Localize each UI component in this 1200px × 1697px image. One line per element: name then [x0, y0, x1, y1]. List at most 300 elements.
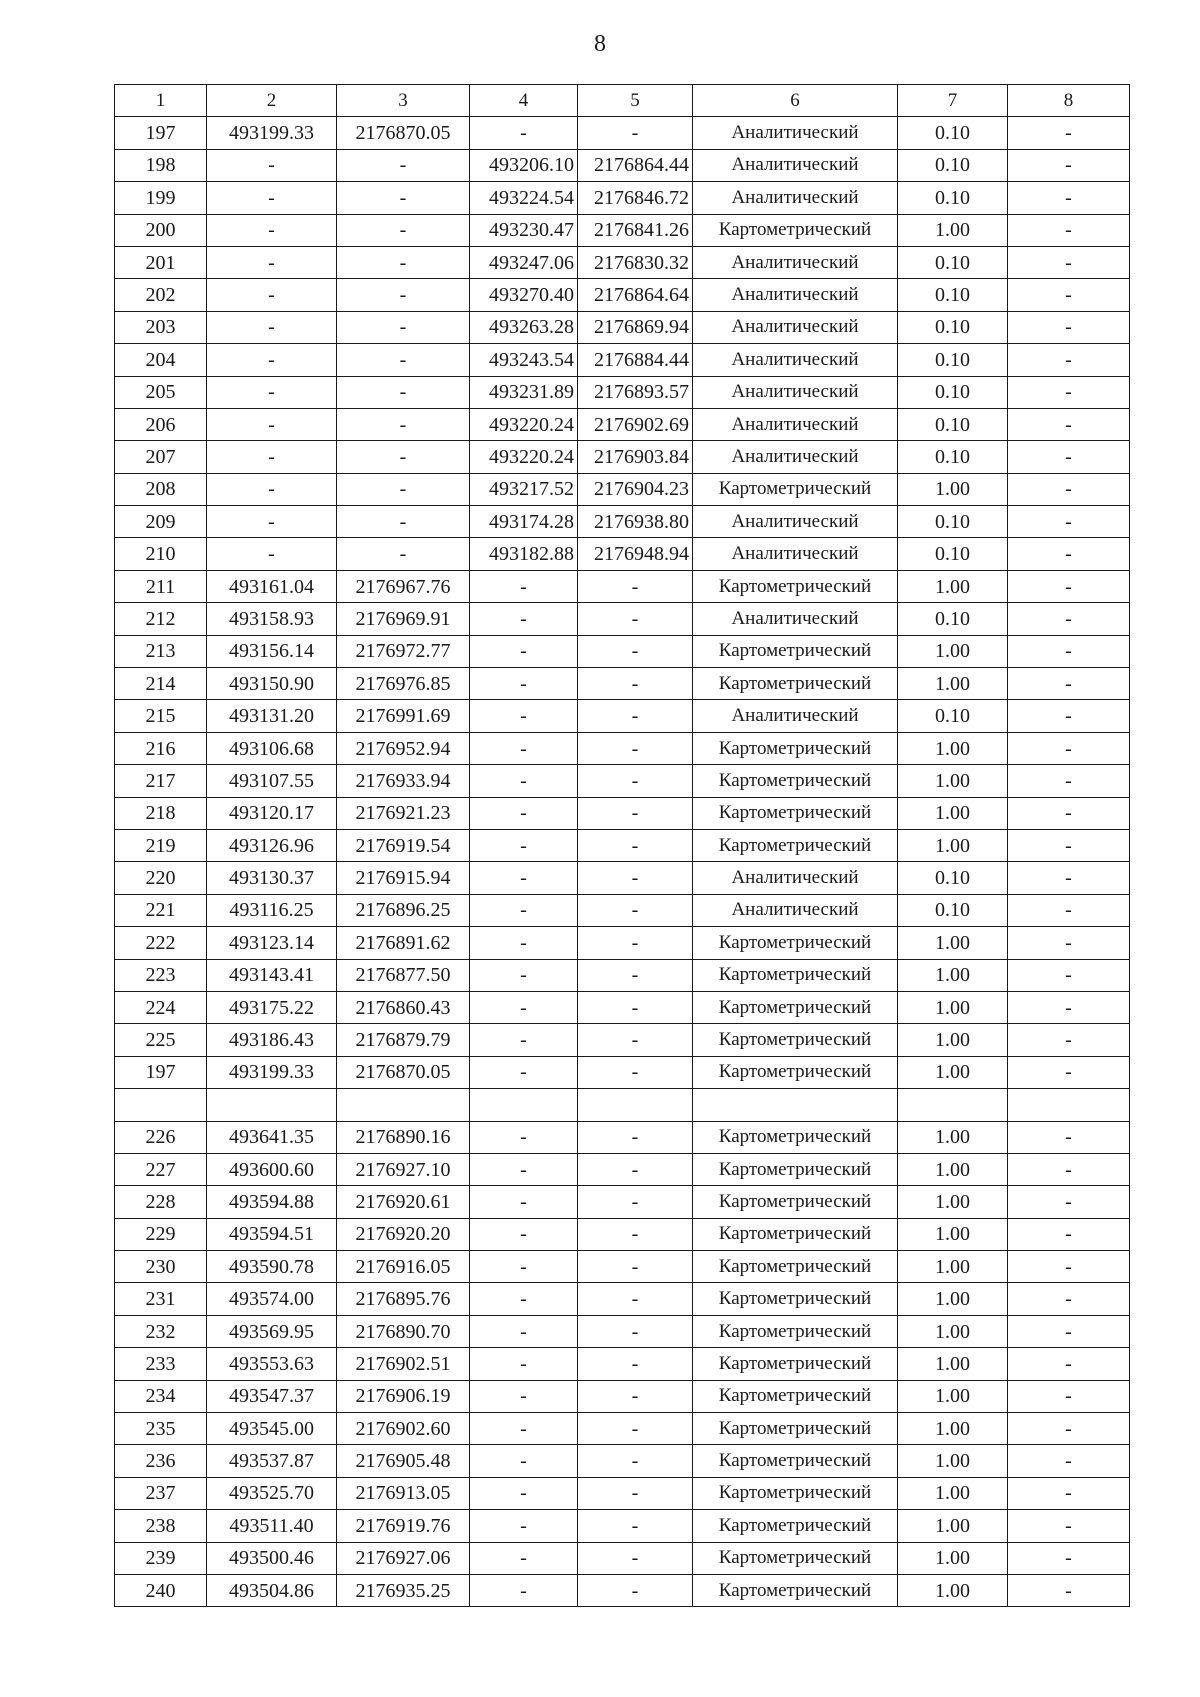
- accuracy-cell: 0.10: [898, 862, 1008, 894]
- note-cell: -: [1008, 1153, 1130, 1185]
- accuracy-cell: 1.00: [898, 732, 1008, 764]
- accuracy-cell: 1.00: [898, 1574, 1008, 1606]
- y-coord-cell: 2176860.43: [337, 991, 470, 1023]
- x-coord-cell: 493641.35: [207, 1121, 337, 1153]
- note-cell: -: [1008, 1218, 1130, 1250]
- method-cell: Аналитический: [693, 408, 898, 440]
- x-coord-alt-cell: -: [470, 894, 578, 926]
- x-coord-cell: 493143.41: [207, 959, 337, 991]
- note-cell: -: [1008, 214, 1130, 246]
- y-coord-cell: [337, 1089, 470, 1121]
- y-coord-cell: 2176919.54: [337, 829, 470, 861]
- x-coord-alt-cell: -: [470, 959, 578, 991]
- method-cell: Картометрический: [693, 1413, 898, 1445]
- y-coord-cell: -: [337, 311, 470, 343]
- note-cell: -: [1008, 1283, 1130, 1315]
- x-coord-cell: 493569.95: [207, 1315, 337, 1347]
- x-coord-alt-cell: -: [470, 1024, 578, 1056]
- x-coord-alt-cell: -: [470, 1380, 578, 1412]
- note-cell: [1008, 1089, 1130, 1121]
- note-cell: -: [1008, 1477, 1130, 1509]
- y-coord-cell: 2176967.76: [337, 570, 470, 602]
- table-row: [115, 1348, 1130, 1380]
- point-number-cell: 205: [115, 376, 207, 408]
- method-cell: Картометрический: [693, 959, 898, 991]
- note-cell: -: [1008, 959, 1130, 991]
- x-coord-alt-cell: -: [470, 700, 578, 732]
- x-coord-alt-cell: 493206.10: [470, 149, 578, 181]
- accuracy-cell: 1.00: [898, 635, 1008, 667]
- table-row: [115, 1056, 1130, 1088]
- y-coord-alt-cell: 2176938.80: [578, 506, 693, 538]
- method-cell: Картометрический: [693, 991, 898, 1023]
- x-coord-cell: 493123.14: [207, 927, 337, 959]
- y-coord-cell: 2176905.48: [337, 1445, 470, 1477]
- method-cell: Картометрический: [693, 1542, 898, 1574]
- y-coord-cell: 2176921.23: [337, 797, 470, 829]
- y-coord-alt-cell: -: [578, 117, 693, 149]
- method-cell: Аналитический: [693, 117, 898, 149]
- method-cell: Аналитический: [693, 246, 898, 278]
- x-coord-alt-cell: -: [470, 991, 578, 1023]
- note-cell: -: [1008, 1024, 1130, 1056]
- table-row: [115, 311, 1130, 343]
- point-number-cell: 210: [115, 538, 207, 570]
- x-coord-alt-cell: -: [470, 1153, 578, 1185]
- x-coord-alt-cell: -: [470, 1121, 578, 1153]
- x-coord-cell: -: [207, 473, 337, 505]
- point-number-cell: 197: [115, 117, 207, 149]
- table-row: [115, 1186, 1130, 1218]
- accuracy-cell: 1.00: [898, 765, 1008, 797]
- x-coord-alt-cell: -: [470, 1056, 578, 1088]
- accuracy-cell: 0.10: [898, 506, 1008, 538]
- note-cell: -: [1008, 668, 1130, 700]
- table-row: [115, 1283, 1130, 1315]
- x-coord-cell: 493156.14: [207, 635, 337, 667]
- y-coord-alt-cell: 2176864.44: [578, 149, 693, 181]
- x-coord-cell: 493545.00: [207, 1413, 337, 1445]
- accuracy-cell: 1.00: [898, 1348, 1008, 1380]
- point-number-cell: 207: [115, 441, 207, 473]
- note-cell: -: [1008, 603, 1130, 635]
- point-number-cell: 200: [115, 214, 207, 246]
- y-coord-alt-cell: 2176948.94: [578, 538, 693, 570]
- x-coord-cell: 493537.87: [207, 1445, 337, 1477]
- method-cell: Аналитический: [693, 279, 898, 311]
- accuracy-cell: 1.00: [898, 1477, 1008, 1509]
- x-coord-alt-cell: 493263.28: [470, 311, 578, 343]
- x-coord-cell: -: [207, 182, 337, 214]
- y-coord-cell: -: [337, 214, 470, 246]
- y-coord-alt-cell: -: [578, 1056, 693, 1088]
- table-row: [115, 927, 1130, 959]
- y-coord-alt-cell: -: [578, 1218, 693, 1250]
- y-coord-cell: 2176991.69: [337, 700, 470, 732]
- x-coord-alt-cell: -: [470, 732, 578, 764]
- accuracy-cell: [898, 1089, 1008, 1121]
- y-coord-cell: 2176919.76: [337, 1510, 470, 1542]
- x-coord-alt-cell: -: [470, 1315, 578, 1347]
- x-coord-cell: 493500.46: [207, 1542, 337, 1574]
- x-coord-alt-cell: -: [470, 1542, 578, 1574]
- point-number-cell: 218: [115, 797, 207, 829]
- y-coord-cell: -: [337, 441, 470, 473]
- accuracy-cell: 1.00: [898, 1283, 1008, 1315]
- table-row: [115, 1477, 1130, 1509]
- table-row: [115, 1153, 1130, 1185]
- x-coord-cell: -: [207, 214, 337, 246]
- note-cell: -: [1008, 149, 1130, 181]
- x-coord-cell: 493547.37: [207, 1380, 337, 1412]
- accuracy-cell: 0.10: [898, 441, 1008, 473]
- note-cell: -: [1008, 1445, 1130, 1477]
- method-cell: Аналитический: [693, 894, 898, 926]
- table-row: [115, 182, 1130, 214]
- point-number-cell: 202: [115, 279, 207, 311]
- x-coord-cell: 493175.22: [207, 991, 337, 1023]
- x-coord-cell: -: [207, 311, 337, 343]
- note-cell: -: [1008, 246, 1130, 278]
- method-cell: Картометрический: [693, 1283, 898, 1315]
- method-cell: Аналитический: [693, 506, 898, 538]
- x-coord-cell: 493116.25: [207, 894, 337, 926]
- y-coord-cell: 2176870.05: [337, 1056, 470, 1088]
- accuracy-cell: 1.00: [898, 570, 1008, 602]
- x-coord-alt-cell: 493243.54: [470, 344, 578, 376]
- point-number-cell: 209: [115, 506, 207, 538]
- x-coord-cell: -: [207, 538, 337, 570]
- method-cell: Аналитический: [693, 344, 898, 376]
- method-cell: Картометрический: [693, 635, 898, 667]
- point-number-cell: 227: [115, 1153, 207, 1185]
- header-cell: 1: [115, 85, 207, 117]
- accuracy-cell: 1.00: [898, 1510, 1008, 1542]
- table-row: [115, 506, 1130, 538]
- y-coord-alt-cell: 2176902.69: [578, 408, 693, 440]
- note-cell: -: [1008, 1251, 1130, 1283]
- x-coord-alt-cell: [470, 1089, 578, 1121]
- table-row: [115, 344, 1130, 376]
- note-cell: -: [1008, 1315, 1130, 1347]
- y-coord-cell: 2176920.61: [337, 1186, 470, 1218]
- x-coord-cell: 493120.17: [207, 797, 337, 829]
- accuracy-cell: 1.00: [898, 1186, 1008, 1218]
- x-coord-cell: -: [207, 408, 337, 440]
- point-number-cell: 232: [115, 1315, 207, 1347]
- x-coord-alt-cell: -: [470, 797, 578, 829]
- note-cell: -: [1008, 991, 1130, 1023]
- x-coord-alt-cell: -: [470, 829, 578, 861]
- method-cell: Аналитический: [693, 538, 898, 570]
- table-row: [115, 1218, 1130, 1250]
- y-coord-alt-cell: -: [578, 797, 693, 829]
- point-number-cell: 214: [115, 668, 207, 700]
- y-coord-cell: 2176972.77: [337, 635, 470, 667]
- accuracy-cell: 0.10: [898, 246, 1008, 278]
- note-cell: -: [1008, 797, 1130, 829]
- y-coord-cell: 2176969.91: [337, 603, 470, 635]
- note-cell: -: [1008, 732, 1130, 764]
- table-row: [115, 1251, 1130, 1283]
- method-cell: Картометрический: [693, 732, 898, 764]
- x-coord-cell: -: [207, 279, 337, 311]
- table-row: [115, 700, 1130, 732]
- x-coord-alt-cell: 493220.24: [470, 441, 578, 473]
- table-row: [115, 1315, 1130, 1347]
- point-number-cell: 217: [115, 765, 207, 797]
- accuracy-cell: 1.00: [898, 991, 1008, 1023]
- y-coord-cell: -: [337, 538, 470, 570]
- accuracy-cell: 1.00: [898, 473, 1008, 505]
- note-cell: -: [1008, 182, 1130, 214]
- note-cell: -: [1008, 1510, 1130, 1542]
- y-coord-cell: 2176915.94: [337, 862, 470, 894]
- y-coord-alt-cell: -: [578, 1542, 693, 1574]
- y-coord-alt-cell: -: [578, 765, 693, 797]
- table-row: [115, 862, 1130, 894]
- y-coord-cell: -: [337, 182, 470, 214]
- table-row: [115, 149, 1130, 181]
- table-row: [115, 991, 1130, 1023]
- point-number-cell: 199: [115, 182, 207, 214]
- method-cell: Картометрический: [693, 1153, 898, 1185]
- x-coord-alt-cell: 493182.88: [470, 538, 578, 570]
- y-coord-cell: -: [337, 506, 470, 538]
- y-coord-alt-cell: -: [578, 1315, 693, 1347]
- y-coord-cell: -: [337, 344, 470, 376]
- y-coord-cell: -: [337, 376, 470, 408]
- x-coord-alt-cell: -: [470, 635, 578, 667]
- x-coord-alt-cell: -: [470, 117, 578, 149]
- point-number-cell: 224: [115, 991, 207, 1023]
- accuracy-cell: 1.00: [898, 1445, 1008, 1477]
- y-coord-cell: -: [337, 408, 470, 440]
- table-row: [115, 1380, 1130, 1412]
- note-cell: -: [1008, 862, 1130, 894]
- method-cell: Аналитический: [693, 311, 898, 343]
- point-number-cell: 230: [115, 1251, 207, 1283]
- accuracy-cell: 1.00: [898, 1413, 1008, 1445]
- accuracy-cell: 0.10: [898, 376, 1008, 408]
- point-number-cell: 204: [115, 344, 207, 376]
- point-number-cell: 219: [115, 829, 207, 861]
- accuracy-cell: 0.10: [898, 700, 1008, 732]
- y-coord-alt-cell: -: [578, 603, 693, 635]
- accuracy-cell: 0.10: [898, 182, 1008, 214]
- y-coord-alt-cell: 2176904.23: [578, 473, 693, 505]
- note-cell: -: [1008, 1348, 1130, 1380]
- note-cell: -: [1008, 570, 1130, 602]
- accuracy-cell: 0.10: [898, 538, 1008, 570]
- x-coord-cell: 493199.33: [207, 1056, 337, 1088]
- note-cell: -: [1008, 1574, 1130, 1606]
- note-cell: -: [1008, 1542, 1130, 1574]
- table-row: [115, 570, 1130, 602]
- y-coord-cell: 2176927.10: [337, 1153, 470, 1185]
- method-cell: Картометрический: [693, 668, 898, 700]
- table-row: [115, 1510, 1130, 1542]
- accuracy-cell: 1.00: [898, 1056, 1008, 1088]
- y-coord-cell: 2176902.60: [337, 1413, 470, 1445]
- y-coord-alt-cell: 2176903.84: [578, 441, 693, 473]
- y-coord-cell: 2176927.06: [337, 1542, 470, 1574]
- y-coord-alt-cell: -: [578, 1477, 693, 1509]
- note-cell: -: [1008, 376, 1130, 408]
- point-number-cell: 212: [115, 603, 207, 635]
- x-coord-alt-cell: -: [470, 1251, 578, 1283]
- method-cell: Аналитический: [693, 149, 898, 181]
- point-number-cell: 221: [115, 894, 207, 926]
- point-number-cell: 240: [115, 1574, 207, 1606]
- point-number-cell: 229: [115, 1218, 207, 1250]
- x-coord-alt-cell: 493247.06: [470, 246, 578, 278]
- point-number-cell: 197: [115, 1056, 207, 1088]
- x-coord-cell: 493553.63: [207, 1348, 337, 1380]
- x-coord-alt-cell: -: [470, 1574, 578, 1606]
- x-coord-cell: 493130.37: [207, 862, 337, 894]
- y-coord-alt-cell: -: [578, 1024, 693, 1056]
- point-number-cell: [115, 1089, 207, 1121]
- y-coord-alt-cell: -: [578, 700, 693, 732]
- y-coord-cell: 2176877.50: [337, 959, 470, 991]
- x-coord-alt-cell: 493270.40: [470, 279, 578, 311]
- note-cell: -: [1008, 829, 1130, 861]
- note-cell: -: [1008, 1380, 1130, 1412]
- y-coord-alt-cell: -: [578, 894, 693, 926]
- method-cell: Картометрический: [693, 1315, 898, 1347]
- note-cell: -: [1008, 765, 1130, 797]
- table-body: [115, 85, 1130, 1607]
- x-coord-alt-cell: -: [470, 1510, 578, 1542]
- table-row: [115, 279, 1130, 311]
- y-coord-cell: 2176906.19: [337, 1380, 470, 1412]
- table-row: [115, 1574, 1130, 1606]
- accuracy-cell: 1.00: [898, 959, 1008, 991]
- y-coord-alt-cell: -: [578, 570, 693, 602]
- y-coord-alt-cell: -: [578, 1186, 693, 1218]
- y-coord-cell: -: [337, 473, 470, 505]
- y-coord-cell: 2176976.85: [337, 668, 470, 700]
- note-cell: -: [1008, 311, 1130, 343]
- y-coord-cell: -: [337, 279, 470, 311]
- x-coord-alt-cell: -: [470, 862, 578, 894]
- x-coord-alt-cell: -: [470, 1283, 578, 1315]
- accuracy-cell: 1.00: [898, 829, 1008, 861]
- x-coord-cell: -: [207, 376, 337, 408]
- x-coord-cell: 493600.60: [207, 1153, 337, 1185]
- header-cell: 6: [693, 85, 898, 117]
- x-coord-alt-cell: 493174.28: [470, 506, 578, 538]
- point-number-cell: 233: [115, 1348, 207, 1380]
- y-coord-alt-cell: 2176830.32: [578, 246, 693, 278]
- x-coord-alt-cell: -: [470, 1218, 578, 1250]
- header-cell: 2: [207, 85, 337, 117]
- y-coord-cell: 2176891.62: [337, 927, 470, 959]
- x-coord-alt-cell: -: [470, 1186, 578, 1218]
- x-coord-cell: -: [207, 246, 337, 278]
- point-number-cell: 206: [115, 408, 207, 440]
- table-row: [115, 1121, 1130, 1153]
- accuracy-cell: 1.00: [898, 668, 1008, 700]
- y-coord-cell: 2176933.94: [337, 765, 470, 797]
- x-coord-cell: 493574.00: [207, 1283, 337, 1315]
- y-coord-alt-cell: -: [578, 1251, 693, 1283]
- y-coord-alt-cell: 2176846.72: [578, 182, 693, 214]
- method-cell: [693, 1089, 898, 1121]
- table-row: [115, 214, 1130, 246]
- y-coord-alt-cell: -: [578, 927, 693, 959]
- table-row: [115, 1024, 1130, 1056]
- accuracy-cell: 0.10: [898, 408, 1008, 440]
- method-cell: Картометрический: [693, 829, 898, 861]
- y-coord-alt-cell: -: [578, 1348, 693, 1380]
- table-row: [115, 1413, 1130, 1445]
- point-number-cell: 203: [115, 311, 207, 343]
- x-coord-alt-cell: -: [470, 603, 578, 635]
- y-coord-cell: 2176902.51: [337, 1348, 470, 1380]
- x-coord-alt-cell: -: [470, 927, 578, 959]
- y-coord-cell: -: [337, 246, 470, 278]
- method-cell: Картометрический: [693, 1251, 898, 1283]
- table-row: [115, 246, 1130, 278]
- method-cell: Картометрический: [693, 765, 898, 797]
- x-coord-cell: 493106.68: [207, 732, 337, 764]
- method-cell: Картометрический: [693, 214, 898, 246]
- x-coord-cell: [207, 1089, 337, 1121]
- method-cell: Аналитический: [693, 441, 898, 473]
- x-coord-cell: 493590.78: [207, 1251, 337, 1283]
- accuracy-cell: 0.10: [898, 117, 1008, 149]
- method-cell: Картометрический: [693, 1348, 898, 1380]
- point-number-cell: 236: [115, 1445, 207, 1477]
- point-number-cell: 220: [115, 862, 207, 894]
- x-coord-alt-cell: 493224.54: [470, 182, 578, 214]
- note-cell: -: [1008, 441, 1130, 473]
- method-cell: Аналитический: [693, 700, 898, 732]
- accuracy-cell: 1.00: [898, 1153, 1008, 1185]
- point-number-cell: 216: [115, 732, 207, 764]
- note-cell: -: [1008, 635, 1130, 667]
- y-coord-cell: 2176952.94: [337, 732, 470, 764]
- method-cell: Картометрический: [693, 1510, 898, 1542]
- method-cell: Картометрический: [693, 1056, 898, 1088]
- accuracy-cell: 0.10: [898, 279, 1008, 311]
- point-number-cell: 208: [115, 473, 207, 505]
- x-coord-alt-cell: 493220.24: [470, 408, 578, 440]
- method-cell: Картометрический: [693, 570, 898, 602]
- accuracy-cell: 0.10: [898, 344, 1008, 376]
- header-cell: 8: [1008, 85, 1130, 117]
- x-coord-cell: 493511.40: [207, 1510, 337, 1542]
- header-cell: 7: [898, 85, 1008, 117]
- note-cell: -: [1008, 1121, 1130, 1153]
- y-coord-cell: 2176896.25: [337, 894, 470, 926]
- note-cell: -: [1008, 506, 1130, 538]
- method-cell: Картометрический: [693, 797, 898, 829]
- table-row: [115, 603, 1130, 635]
- header-cell: 4: [470, 85, 578, 117]
- x-coord-cell: 493161.04: [207, 570, 337, 602]
- point-number-cell: 215: [115, 700, 207, 732]
- x-coord-cell: 493504.86: [207, 1574, 337, 1606]
- point-number-cell: 211: [115, 570, 207, 602]
- y-coord-alt-cell: -: [578, 1413, 693, 1445]
- table-row: [115, 473, 1130, 505]
- y-coord-alt-cell: 2176869.94: [578, 311, 693, 343]
- x-coord-alt-cell: 493217.52: [470, 473, 578, 505]
- table-row: [115, 376, 1130, 408]
